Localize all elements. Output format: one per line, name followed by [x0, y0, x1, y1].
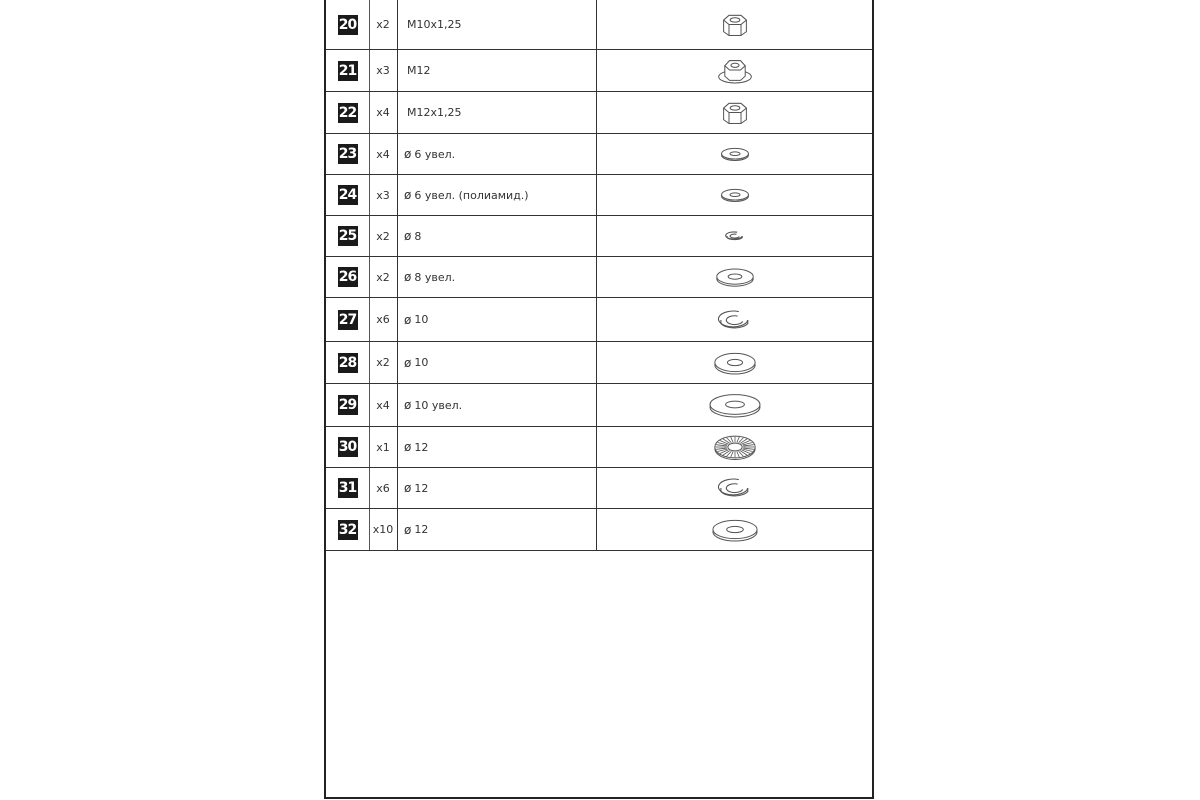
flat-washer-icon [716, 267, 754, 287]
part-number-badge: 26 [338, 269, 357, 285]
diameter-symbol: ø [404, 188, 412, 202]
part-description-cell [397, 509, 597, 550]
part-quantity: x10 [369, 509, 398, 550]
part-description: 12 [414, 440, 429, 454]
part-number-cell [326, 0, 370, 49]
flat-washer-icon [709, 392, 761, 418]
part-description: 8 [414, 229, 422, 243]
part-row [326, 134, 872, 175]
part-description-cell [397, 216, 597, 256]
part-description-cell [397, 0, 597, 49]
part-number-badge: 25 [338, 228, 357, 244]
hex-nut-icon [720, 102, 750, 124]
part-number-badge: 29 [338, 397, 357, 413]
part-description-cell [397, 468, 597, 508]
part-number-badge: 20 [338, 16, 357, 33]
part-image-cell [597, 50, 872, 91]
part-quantity: x1 [369, 427, 398, 467]
part-description: 8 увел. [414, 270, 456, 284]
part-description: 6 увел. (полиамид.) [414, 188, 529, 202]
part-image-cell [597, 298, 872, 341]
part-image-cell [597, 384, 872, 426]
part-image-cell [597, 468, 872, 508]
spring-washer-icon [726, 231, 744, 241]
diameter-symbol: ø [404, 440, 412, 454]
part-number-badge: 27 [338, 311, 357, 328]
part-number-badge: 32 [338, 521, 357, 538]
diameter-symbol: ø [404, 229, 412, 243]
part-description: 12 [414, 481, 429, 495]
part-description: 10 [414, 313, 429, 326]
part-image-cell [597, 509, 872, 550]
part-description-cell [397, 50, 597, 91]
part-row [326, 50, 872, 92]
part-row [326, 509, 872, 551]
part-number-badge: 30 [338, 439, 357, 455]
part-row [326, 384, 872, 427]
part-number-cell [326, 298, 370, 341]
part-number-cell [326, 175, 370, 215]
part-image-cell [597, 257, 872, 297]
flat-washer-icon [714, 351, 756, 375]
part-row [326, 342, 872, 384]
part-number-cell [326, 384, 370, 426]
part-description-cell [397, 384, 597, 426]
part-quantity: x4 [369, 92, 398, 133]
hex-nut-icon [720, 14, 750, 36]
part-description-cell [397, 92, 597, 133]
part-description-cell [397, 175, 597, 215]
diameter-symbol: ø [404, 270, 412, 284]
part-quantity: x6 [369, 298, 398, 341]
part-number-cell [326, 134, 370, 174]
part-description: M12 [407, 64, 431, 77]
part-number-cell [326, 342, 370, 383]
part-quantity: x6 [369, 468, 398, 508]
part-row [326, 257, 872, 298]
part-row [326, 427, 872, 468]
part-row [326, 92, 872, 134]
part-description-cell [397, 342, 597, 383]
spring-washer-icon [719, 477, 751, 499]
part-description: M12x1,25 [407, 106, 462, 119]
part-number-cell [326, 50, 370, 91]
part-number-badge: 28 [338, 354, 357, 371]
part-row [326, 0, 872, 50]
serrated-washer-icon [714, 434, 756, 460]
part-image-cell [597, 427, 872, 467]
part-quantity: x2 [369, 257, 398, 297]
part-quantity: x2 [369, 342, 398, 383]
part-quantity: x4 [369, 134, 398, 174]
part-number-badge: 23 [338, 146, 357, 162]
parts-sheet [324, 0, 874, 799]
diameter-symbol: ø [404, 312, 412, 327]
flat-washer-icon [721, 188, 749, 202]
diameter-symbol: ø [404, 398, 412, 412]
part-image-cell [597, 216, 872, 256]
flange-nut-icon [718, 58, 752, 84]
flat-washer-icon [721, 147, 749, 161]
diameter-symbol: ø [404, 522, 412, 537]
part-quantity: x3 [369, 175, 398, 215]
part-description: M10x1,25 [407, 18, 462, 31]
part-number-cell [326, 257, 370, 297]
part-row [326, 175, 872, 216]
part-image-cell [597, 0, 872, 49]
spring-washer-icon [719, 309, 751, 331]
part-row [326, 468, 872, 509]
flat-washer-icon [712, 518, 758, 542]
part-row [326, 298, 872, 342]
part-image-cell [597, 342, 872, 383]
part-number-badge: 24 [338, 187, 357, 203]
part-number-cell [326, 509, 370, 550]
part-description-cell [397, 134, 597, 174]
part-quantity: x3 [369, 50, 398, 91]
part-description-cell [397, 298, 597, 341]
part-image-cell [597, 134, 872, 174]
part-image-cell [597, 92, 872, 133]
part-description: 12 [414, 523, 429, 536]
part-quantity: x2 [369, 0, 398, 49]
part-number-cell [326, 216, 370, 256]
diameter-symbol: ø [404, 355, 412, 370]
part-number-badge: 22 [338, 104, 357, 121]
part-description-cell [397, 427, 597, 467]
part-number-badge: 31 [338, 480, 357, 496]
part-description: 10 [414, 356, 429, 369]
part-image-cell [597, 175, 872, 215]
part-number-cell [326, 427, 370, 467]
part-description-cell [397, 257, 597, 297]
part-quantity: x4 [369, 384, 398, 426]
part-number-cell [326, 468, 370, 508]
part-description: 6 увел. [414, 147, 456, 161]
part-description: 10 увел. [414, 398, 463, 412]
part-number-cell [326, 92, 370, 133]
part-row [326, 216, 872, 257]
part-number-badge: 21 [338, 62, 357, 79]
diameter-symbol: ø [404, 147, 412, 161]
diameter-symbol: ø [404, 481, 412, 495]
part-quantity: x2 [369, 216, 398, 256]
